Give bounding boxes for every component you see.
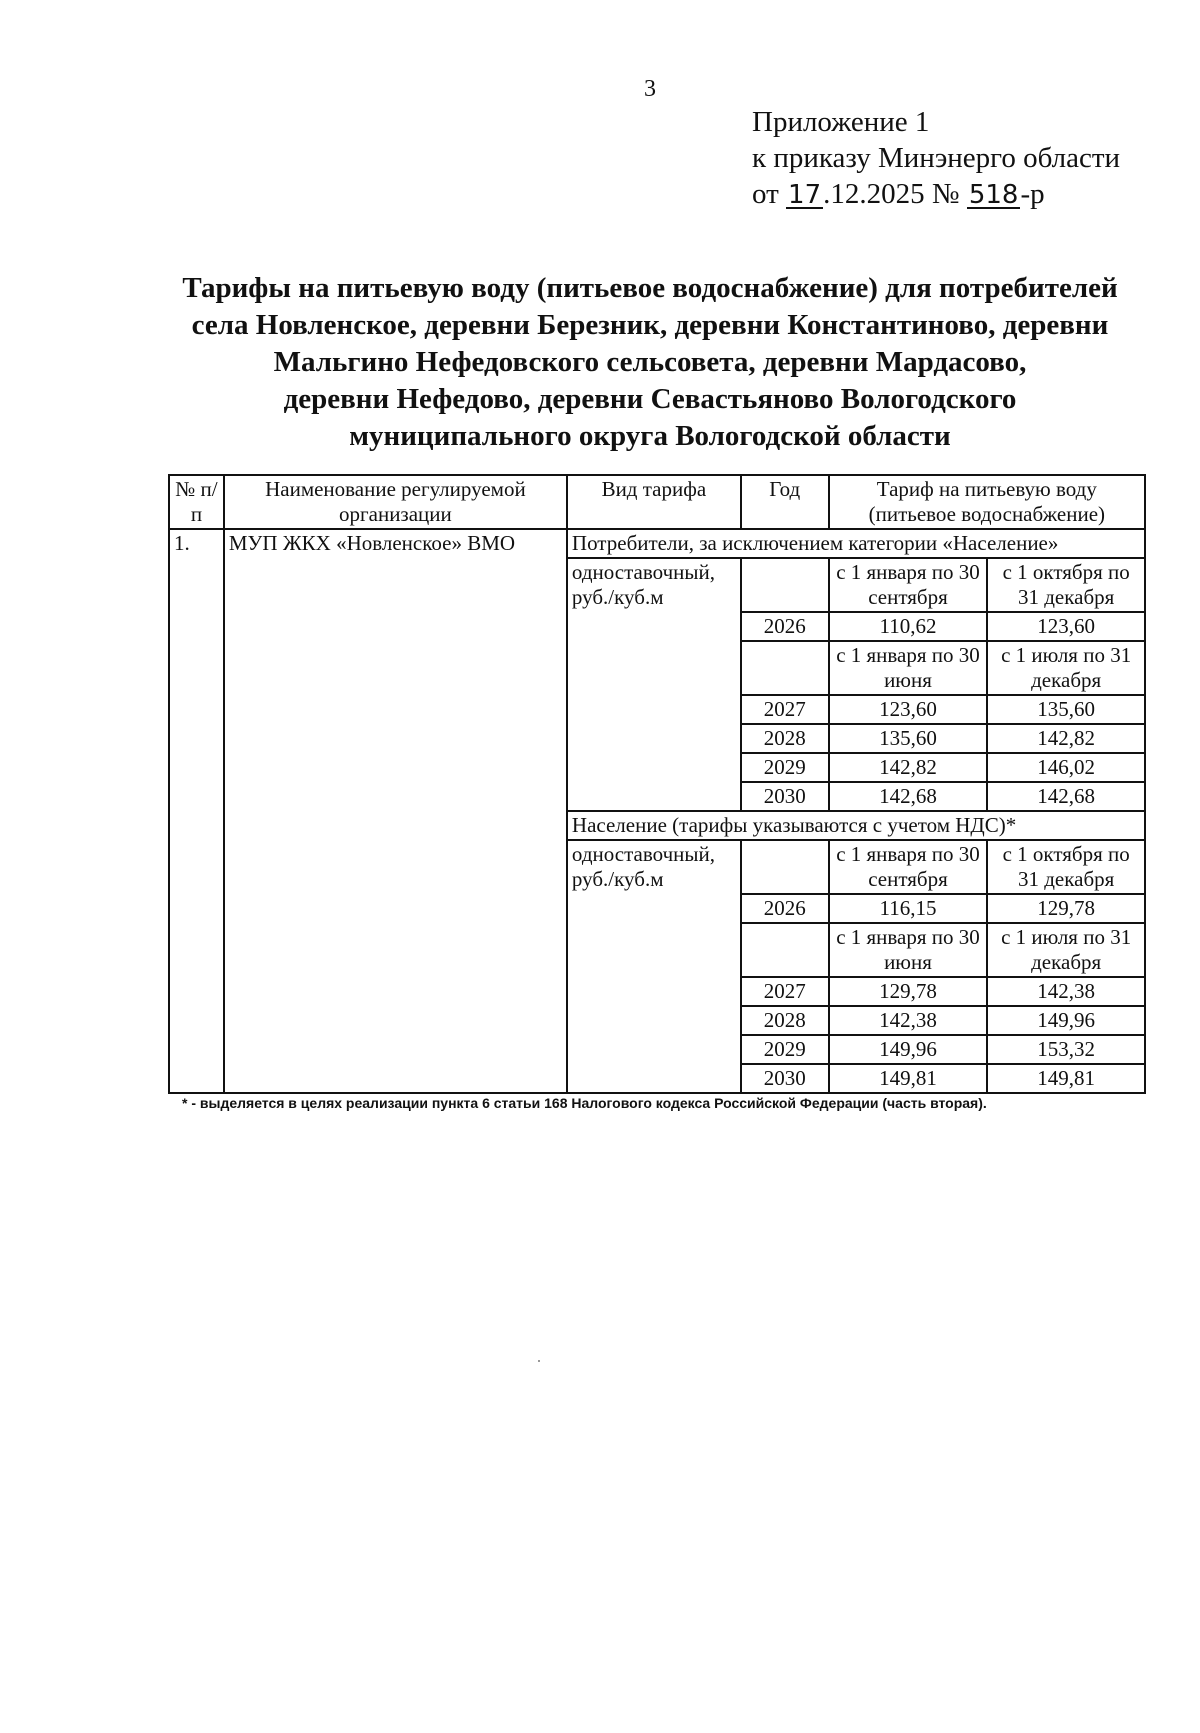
appendix-line2: к приказу Минэнерго области <box>752 142 1121 174</box>
table-header-row <box>169 475 1145 529</box>
table-row <box>169 529 1145 558</box>
value-cell: 149,81 <box>987 1064 1145 1093</box>
value-cell: 110,62 <box>829 612 988 641</box>
year-cell: 2028 <box>741 1006 829 1035</box>
header-org: Наименование регулируемой организации <box>224 475 567 529</box>
year-cell <box>741 840 829 894</box>
organization-name: МУП ЖКХ «Новленское» ВМО <box>224 529 567 1093</box>
header-num: № п/п <box>169 475 224 529</box>
tariff-type: одноставочный, руб./куб.м <box>567 840 741 1093</box>
value-cell: 142,38 <box>829 1006 988 1035</box>
appendix-header <box>752 104 1120 212</box>
appendix-suffix: -р <box>1020 178 1045 210</box>
header-type: Вид тарифа <box>567 475 741 529</box>
appendix-line1: Приложение 1 <box>752 106 930 138</box>
value-cell: 146,02 <box>987 753 1145 782</box>
value-cell: 149,96 <box>829 1035 988 1064</box>
title-line: села Новленское, деревни Березник, деревни Константиново, деревни <box>191 309 1109 341</box>
period-cell: с 1 января по 30 июня <box>829 641 988 695</box>
value-cell: 135,60 <box>987 695 1145 724</box>
value-cell: 149,81 <box>829 1064 988 1093</box>
period-cell: с 1 июля по 31 декабря <box>987 641 1145 695</box>
header-year: Год <box>741 475 829 529</box>
page-number: 3 <box>644 76 656 102</box>
title-line: муниципального округа Вологодской области <box>349 420 951 452</box>
year-cell: 2027 <box>741 977 829 1006</box>
value-cell: 123,60 <box>987 612 1145 641</box>
year-cell: 2026 <box>741 894 829 923</box>
period-cell: с 1 января по 30 сентября <box>829 840 988 894</box>
tariff-table <box>168 474 1146 1094</box>
year-cell: 2030 <box>741 782 829 811</box>
year-cell: 2026 <box>741 612 829 641</box>
period-cell: с 1 января по 30 сентября <box>829 558 988 612</box>
appendix-date: .12.2025 № <box>823 178 960 210</box>
document-title <box>160 270 1140 455</box>
year-cell: 2028 <box>741 724 829 753</box>
row-number: 1. <box>169 529 224 1093</box>
value-cell: 142,82 <box>829 753 988 782</box>
header-tariff: Тариф на питьевую воду (питьевое водоснабжение) <box>829 475 1145 529</box>
value-cell: 142,68 <box>829 782 988 811</box>
value-cell: 149,96 <box>987 1006 1145 1035</box>
year-cell: 2029 <box>741 1035 829 1064</box>
value-cell: 153,32 <box>987 1035 1145 1064</box>
value-cell: 129,78 <box>987 894 1145 923</box>
handwritten-number: 518 <box>968 180 1019 210</box>
handwritten-day: 17 <box>788 180 822 210</box>
year-cell <box>741 641 829 695</box>
footnote: * - выделяется в целях реализации пункта 6 статьи 168 Налогового кодекса Российской Федерации (часть вторая). <box>182 1095 987 1111</box>
scan-speck <box>538 1360 540 1362</box>
year-cell: 2027 <box>741 695 829 724</box>
year-cell <box>741 923 829 977</box>
appendix-date-line <box>752 176 1120 212</box>
tariff-type: одноставочный, руб./куб.м <box>567 558 741 811</box>
section-title: Население (тарифы указываются с учетом НДС)* <box>567 811 1145 840</box>
title-line: Мальгино Нефедовского сельсовета, деревни Мардасово, <box>273 346 1027 378</box>
title-line: деревни Нефедово, деревни Севастьяново Вологодского <box>283 383 1017 415</box>
value-cell: 135,60 <box>829 724 988 753</box>
value-cell: 129,78 <box>829 977 988 1006</box>
value-cell: 142,68 <box>987 782 1145 811</box>
year-cell: 2029 <box>741 753 829 782</box>
appendix-prefix: от <box>752 178 779 210</box>
section-title: Потребители, за исключением категории «Население» <box>567 529 1145 558</box>
period-cell: с 1 июля по 31 декабря <box>987 923 1145 977</box>
title-line: Тарифы на питьевую воду (питьевое водоснабжение) для потребителей <box>182 272 1118 304</box>
period-cell: с 1 октября по 31 декабря <box>987 840 1145 894</box>
year-cell: 2030 <box>741 1064 829 1093</box>
period-cell: с 1 октября по 31 декабря <box>987 558 1145 612</box>
year-cell <box>741 558 829 612</box>
value-cell: 142,82 <box>987 724 1145 753</box>
period-cell: с 1 января по 30 июня <box>829 923 988 977</box>
value-cell: 123,60 <box>829 695 988 724</box>
value-cell: 142,38 <box>987 977 1145 1006</box>
value-cell: 116,15 <box>829 894 988 923</box>
